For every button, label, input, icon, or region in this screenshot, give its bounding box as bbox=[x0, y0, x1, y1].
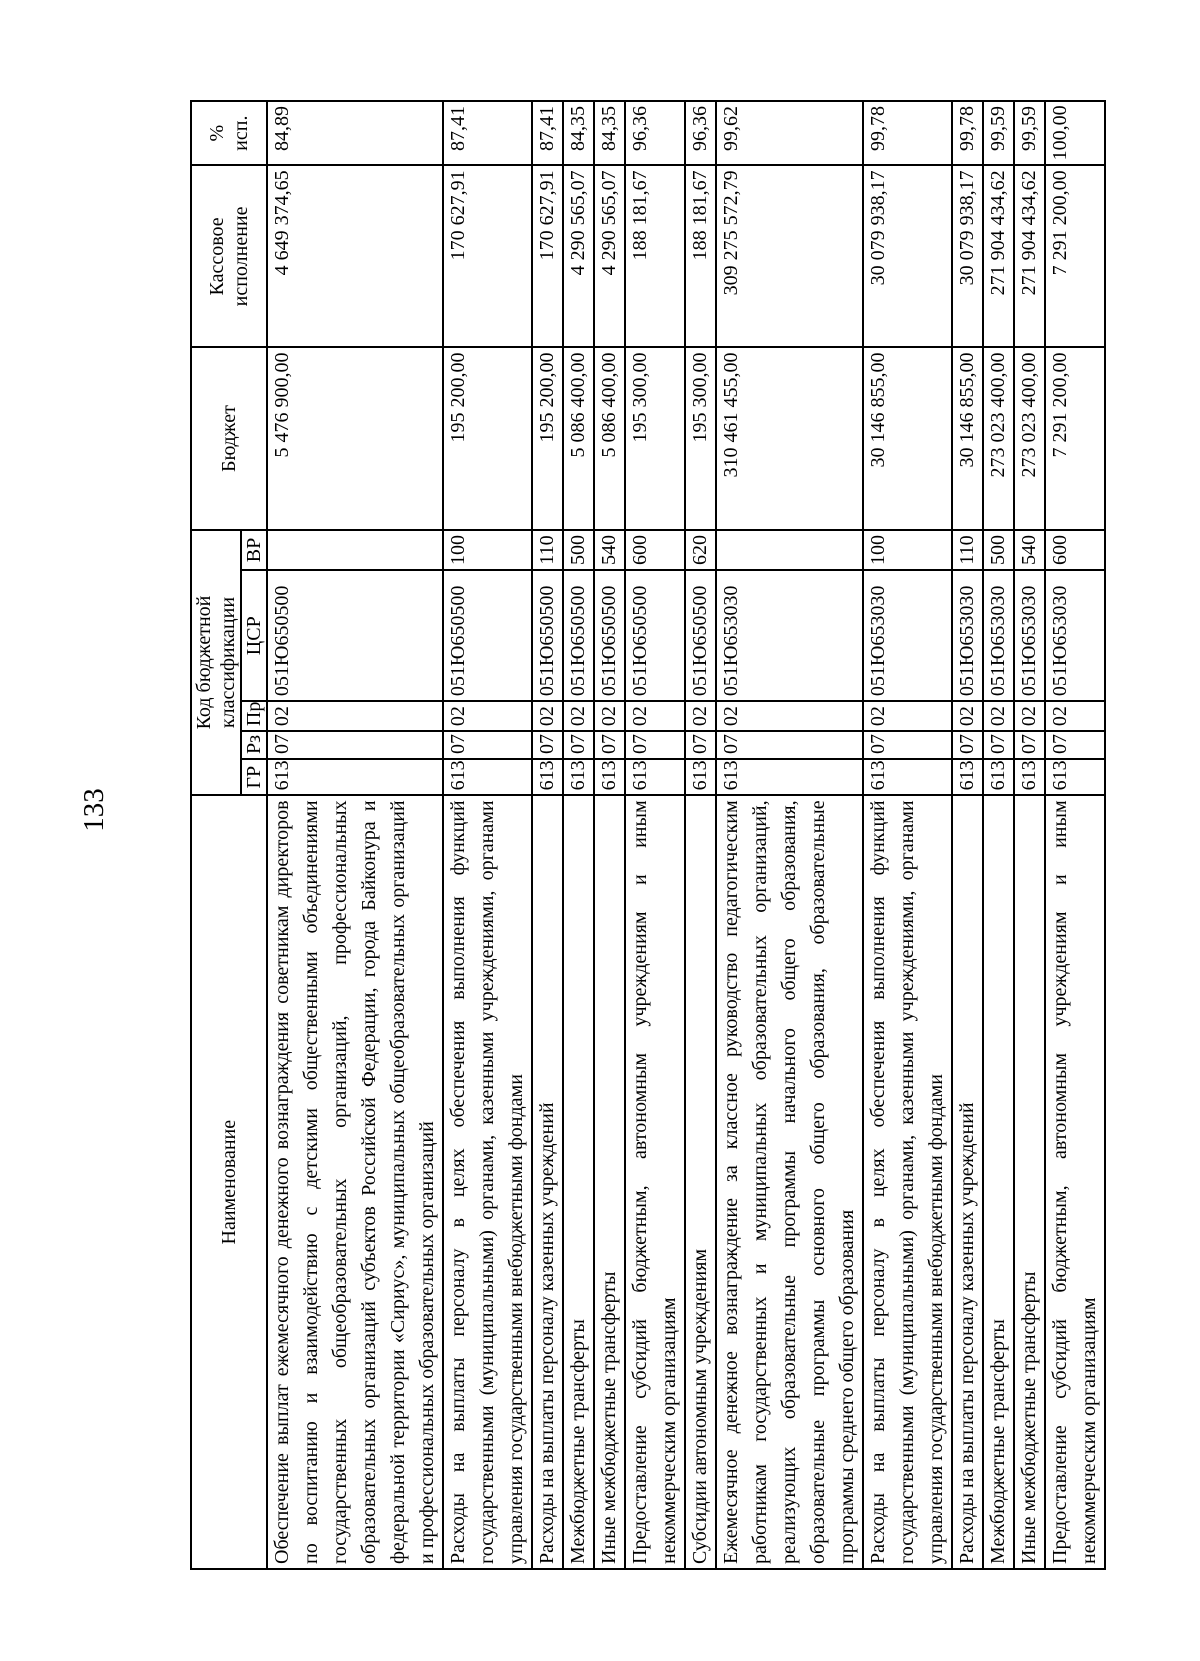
table-row bbox=[716, 101, 863, 1569]
row-rz: 07 bbox=[863, 731, 952, 759]
row-vr: 500 bbox=[563, 530, 594, 571]
row-percent: 99,62 bbox=[716, 101, 863, 165]
row-vr: 540 bbox=[1014, 530, 1045, 571]
row-rz: 07 bbox=[1014, 731, 1045, 759]
row-gr: 613 bbox=[443, 759, 532, 795]
row-budget: 310 461 455,00 bbox=[716, 347, 863, 529]
row-percent: 99,59 bbox=[983, 101, 1014, 165]
row-rz: 07 bbox=[716, 731, 863, 759]
row-name: Предоставление субсидий бюджетным, автономным учреждениям и иным некоммерческим организациям bbox=[625, 795, 685, 1569]
row-execution: 4 290 565,07 bbox=[594, 165, 625, 347]
row-name: Ежемесячное денежное вознаграждение за классное руководство педагогическим работникам государственных и муниципальных образовательных организаций, реализующих образовательные программы начального общего образования, образовательные программы основного общего образования, образовательные программы среднего общего образования bbox=[716, 795, 863, 1569]
row-gr: 613 bbox=[716, 759, 863, 795]
row-percent: 84,35 bbox=[594, 101, 625, 165]
row-rz: 07 bbox=[443, 731, 532, 759]
row-execution: 188 181,67 bbox=[625, 165, 685, 347]
row-rz: 07 bbox=[625, 731, 685, 759]
row-csr: 051Ю650500 bbox=[685, 570, 716, 701]
row-gr: 613 bbox=[532, 759, 563, 795]
header-rz: Рз bbox=[241, 731, 267, 759]
table-row bbox=[532, 101, 563, 1569]
row-rz: 07 bbox=[685, 731, 716, 759]
row-csr: 051Ю650500 bbox=[267, 570, 443, 701]
row-budget: 5 086 400,00 bbox=[563, 347, 594, 529]
row-budget: 273 023 400,00 bbox=[1014, 347, 1045, 529]
row-gr: 613 bbox=[952, 759, 983, 795]
row-pr: 02 bbox=[685, 701, 716, 731]
row-vr: 600 bbox=[1045, 530, 1105, 571]
row-rz: 07 bbox=[267, 731, 443, 759]
table-row bbox=[1014, 101, 1045, 1569]
row-execution: 30 079 938,17 bbox=[952, 165, 983, 347]
table-row bbox=[952, 101, 983, 1569]
row-name: Межбюджетные трансферты bbox=[983, 795, 1014, 1569]
row-rz: 07 bbox=[594, 731, 625, 759]
row-vr: 600 bbox=[625, 530, 685, 571]
row-pr: 02 bbox=[716, 701, 863, 731]
row-budget: 7 291 200,00 bbox=[1045, 347, 1105, 529]
row-pr: 02 bbox=[594, 701, 625, 731]
row-percent: 87,41 bbox=[532, 101, 563, 165]
row-gr: 613 bbox=[983, 759, 1014, 795]
row-name: Предоставление субсидий бюджетным, автономным учреждениям и иным некоммерческим организациям bbox=[1045, 795, 1105, 1569]
row-execution: 188 181,67 bbox=[685, 165, 716, 347]
header-budget: Бюджет bbox=[191, 347, 267, 529]
row-vr bbox=[716, 530, 863, 571]
row-pr: 02 bbox=[1045, 701, 1105, 731]
row-budget: 30 146 855,00 bbox=[952, 347, 983, 529]
header-csr: ЦСР bbox=[241, 570, 267, 701]
row-budget: 273 023 400,00 bbox=[983, 347, 1014, 529]
row-budget: 5 086 400,00 bbox=[594, 347, 625, 529]
row-budget: 30 146 855,00 bbox=[863, 347, 952, 529]
row-gr: 613 bbox=[685, 759, 716, 795]
row-percent: 99,59 bbox=[1014, 101, 1045, 165]
row-csr: 051Ю650500 bbox=[594, 570, 625, 701]
table-row bbox=[267, 101, 443, 1569]
table-row bbox=[863, 101, 952, 1569]
header-vr: ВР bbox=[241, 530, 267, 571]
header-execution: Кассовое исполнение bbox=[191, 165, 267, 347]
table-body bbox=[267, 101, 1105, 1569]
row-budget: 195 300,00 bbox=[625, 347, 685, 529]
row-gr: 613 bbox=[563, 759, 594, 795]
row-percent: 84,89 bbox=[267, 101, 443, 165]
row-csr: 051Ю653030 bbox=[1014, 570, 1045, 701]
row-pr: 02 bbox=[267, 701, 443, 731]
rotated-content bbox=[190, 100, 1144, 1570]
row-rz: 07 bbox=[952, 731, 983, 759]
row-name: Межбюджетные трансферты bbox=[563, 795, 594, 1569]
row-vr: 100 bbox=[443, 530, 532, 571]
row-rz: 07 bbox=[1045, 731, 1105, 759]
row-percent: 84,35 bbox=[563, 101, 594, 165]
row-vr: 620 bbox=[685, 530, 716, 571]
row-pr: 02 bbox=[863, 701, 952, 731]
row-vr: 540 bbox=[594, 530, 625, 571]
row-csr: 051Ю650500 bbox=[532, 570, 563, 701]
table-row bbox=[625, 101, 685, 1569]
row-execution: 7 291 200,00 bbox=[1045, 165, 1105, 347]
row-percent: 99,78 bbox=[952, 101, 983, 165]
header-gr: ГР bbox=[241, 759, 267, 795]
row-execution: 309 275 572,79 bbox=[716, 165, 863, 347]
row-pr: 02 bbox=[952, 701, 983, 731]
row-csr: 051Ю653030 bbox=[983, 570, 1014, 701]
row-csr: 051Ю653030 bbox=[1045, 570, 1105, 701]
row-vr: 110 bbox=[952, 530, 983, 571]
row-execution: 4 290 565,07 bbox=[563, 165, 594, 347]
row-gr: 613 bbox=[625, 759, 685, 795]
row-gr: 613 bbox=[594, 759, 625, 795]
row-name: Иные межбюджетные трансферты bbox=[594, 795, 625, 1569]
row-pr: 02 bbox=[1014, 701, 1045, 731]
row-execution: 170 627,91 bbox=[532, 165, 563, 347]
row-execution: 271 904 434,62 bbox=[983, 165, 1014, 347]
row-budget: 195 200,00 bbox=[443, 347, 532, 529]
row-csr: 051Ю650500 bbox=[625, 570, 685, 701]
row-percent: 96,36 bbox=[685, 101, 716, 165]
row-gr: 613 bbox=[863, 759, 952, 795]
row-name: Субсидии автономным учреждениям bbox=[685, 795, 716, 1569]
row-percent: 100,00 bbox=[1045, 101, 1105, 165]
row-name: Обеспечение выплат ежемесячного денежного вознаграждения советникам директоров по воспитанию и взаимодействию с детскими общественными объединениями государственных общеобразовательных организаций, профессиональных образовательных организаций субъектов Российской Федерации, города Байконура и федеральной территории «Сириус», муниципальных общеобразовательных организаций и профессиональных образовательных организаций bbox=[267, 795, 443, 1569]
row-budget: 5 476 900,00 bbox=[267, 347, 443, 529]
row-csr: 051Ю650500 bbox=[563, 570, 594, 701]
table-row bbox=[443, 101, 532, 1569]
row-gr: 613 bbox=[1014, 759, 1045, 795]
row-vr: 100 bbox=[863, 530, 952, 571]
row-budget: 195 300,00 bbox=[685, 347, 716, 529]
row-rz: 07 bbox=[563, 731, 594, 759]
row-csr: 051Ю653030 bbox=[863, 570, 952, 701]
row-execution: 30 079 938,17 bbox=[863, 165, 952, 347]
row-percent: 87,41 bbox=[443, 101, 532, 165]
row-pr: 02 bbox=[443, 701, 532, 731]
row-percent: 96,36 bbox=[625, 101, 685, 165]
row-vr: 110 bbox=[532, 530, 563, 571]
table-row bbox=[983, 101, 1014, 1569]
row-csr: 051Ю653030 bbox=[952, 570, 983, 701]
table-header bbox=[191, 101, 267, 1569]
table-row bbox=[1045, 101, 1105, 1569]
row-gr: 613 bbox=[1045, 759, 1105, 795]
row-execution: 170 627,91 bbox=[443, 165, 532, 347]
row-name: Расходы на выплаты персоналу в целях обеспечения выполнения функций государственными (муниципальными) органами, казенными учреждениями, органами управления государственными внебюджетными фондами bbox=[443, 795, 532, 1569]
row-pr: 02 bbox=[532, 701, 563, 731]
row-name: Иные межбюджетные трансферты bbox=[1014, 795, 1045, 1569]
budget-table bbox=[190, 100, 1106, 1570]
row-name: Расходы на выплаты персоналу в целях обеспечения выполнения функций государственными (муниципальными) органами, казенными учреждениями, органами управления государственными внебюджетными фондами bbox=[863, 795, 952, 1569]
table-row bbox=[594, 101, 625, 1569]
row-execution: 271 904 434,62 bbox=[1014, 165, 1045, 347]
header-pr: Пр bbox=[241, 701, 267, 731]
header-code-group: Код бюджетной классификации bbox=[191, 530, 241, 796]
table-row bbox=[685, 101, 716, 1569]
row-vr: 500 bbox=[983, 530, 1014, 571]
row-pr: 02 bbox=[563, 701, 594, 731]
row-gr: 613 bbox=[267, 759, 443, 795]
row-pr: 02 bbox=[983, 701, 1014, 731]
row-name: Расходы на выплаты персоналу казенных учреждений bbox=[952, 795, 983, 1569]
row-pr: 02 bbox=[625, 701, 685, 731]
row-budget: 195 200,00 bbox=[532, 347, 563, 529]
header-name: Наименование bbox=[191, 795, 267, 1569]
row-percent: 99,78 bbox=[863, 101, 952, 165]
page-number: 133 bbox=[78, 788, 110, 832]
row-csr: 051Ю650500 bbox=[443, 570, 532, 701]
row-rz: 07 bbox=[983, 731, 1014, 759]
table-row bbox=[563, 101, 594, 1569]
row-vr bbox=[267, 530, 443, 571]
row-csr: 051Ю653030 bbox=[716, 570, 863, 701]
header-percent: % исп. bbox=[191, 101, 267, 165]
row-rz: 07 bbox=[532, 731, 563, 759]
row-name: Расходы на выплаты персоналу казенных учреждений bbox=[532, 795, 563, 1569]
row-execution: 4 649 374,65 bbox=[267, 165, 443, 347]
